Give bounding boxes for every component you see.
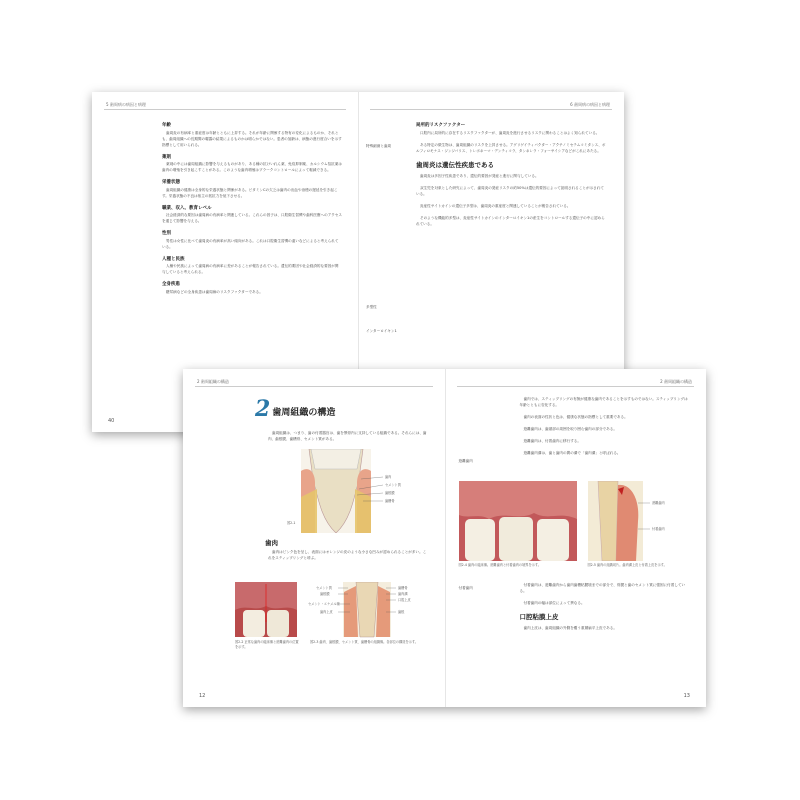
margin-note-attached-gingiva: 付着歯肉 xyxy=(458,586,473,590)
left-page-text-column xyxy=(162,122,342,301)
margin-note-polymorphism: 多型性 xyxy=(366,305,377,309)
fig3-label-gingival-epithelium: 歯肉上皮 xyxy=(320,610,333,614)
right-page-text-column xyxy=(416,122,606,233)
genetics-paragraph-2: 双生児を対象とした研究によって、歯周炎の発症リスクの約50%は遺伝的要因によって説明されることが示されている。 xyxy=(416,185,604,196)
fig1-label-gingiva: 歯肉 xyxy=(385,475,392,479)
tooth-crown-shape xyxy=(311,449,361,469)
section-title-gender: 性別 xyxy=(162,231,171,236)
running-header-right: 2 歯周組織の構造 xyxy=(660,379,692,384)
intro-paragraph xyxy=(268,430,428,448)
genetics-paragraph-4: そのような機能的多型は、炎症性サイトカインのインターロイキン1の産生をコントロールする遺伝子の中に認められている。 xyxy=(416,215,605,226)
section-heading-genetics: 歯周炎は遺伝性疾患である xyxy=(416,160,494,169)
section-heading-oral-epithelium: 口腔粘膜上皮 xyxy=(519,613,559,621)
genetics-paragraph-3: 炎症性サイトカインの遺伝子多型は、歯周炎の重症度と関連していることが報告されている。 xyxy=(420,203,571,208)
intro-text: 歯周組織は、つまり、歯の付着器官は、歯を顎骨内に支持している組織である。それらには、歯肉、歯根膜、歯槽骨、セメント質がある。 xyxy=(268,431,427,441)
figure-tooth-diagram xyxy=(301,449,416,533)
header-rule xyxy=(457,386,695,387)
tooth-3 xyxy=(537,519,569,561)
right-paragraph-8: 歯肉上皮は、歯周組織の外側を覆う重層扁平上皮である。 xyxy=(523,626,617,630)
section-title-age: 年齢 xyxy=(162,123,171,128)
section-nutrition xyxy=(162,179,342,199)
fig4-caption: 図2-4 歯肉の臨床像。遊離歯肉と付着歯肉の境界を示す。 xyxy=(458,563,541,567)
fig3-label-bone: 歯槽骨 xyxy=(398,586,408,590)
page-number-13: 13 xyxy=(683,693,690,699)
section-heading-gingiva: 歯肉 xyxy=(265,539,278,547)
fig3-label-root: 歯根 xyxy=(398,610,405,614)
fig3-label-pdl: 歯根膜 xyxy=(320,592,330,596)
fig1-label-bone: 歯槽骨 xyxy=(385,499,395,503)
right-paragraph-3: 遊離歯肉は、歯頸部の周囲を取り囲む歯肉の部分である。 xyxy=(523,427,617,431)
gingiva-paragraph xyxy=(268,549,428,567)
section-text-ethnicity: 人種や民族によって歯周病の有病率に差があることが報告されている。遺伝的要因や社会経済的な要因が関与していると考えられる。 xyxy=(162,264,339,274)
section-text-drugs: 薬剤の中には歯周組織に影響を与えるものがあり、ある種の抗けいれん薬、免疫抑制薬、カルシウム拮抗薬は歯肉の増殖を引き起こすことがある。このような歯肉増殖はプラークコントロールによって軽減できる。 xyxy=(162,162,342,172)
fig3-caption: 図2-3 歯肉、歯根膜、セメント質、歯槽骨の組織像。各部位の構造を示す。 xyxy=(310,640,418,644)
fig1-caption: 図2-1 xyxy=(287,521,296,525)
right-paragraph-4: 遊離歯肉は、付着歯肉に移行する。 xyxy=(523,439,581,443)
running-header-left: 5 歯周病の病因と病理 xyxy=(106,102,146,107)
right-text-column-bottom xyxy=(520,582,690,637)
tooth-1 xyxy=(465,519,495,561)
page-12 xyxy=(183,369,446,707)
fig3-label-oral-epithelium: 口腔上皮 xyxy=(398,598,411,602)
section-title-drugs: 薬剤 xyxy=(162,154,171,160)
gingiva-text: 歯肉はピンク色を呈し、表面にはオレンジの皮のような小さな凹みが認められることが多い。これをスティップリングと呼ぶ。 xyxy=(268,550,427,560)
page-number-40: 40 xyxy=(108,418,115,424)
section-socioeconomic xyxy=(162,205,342,225)
section-title-local-risk: 局所的リスクファクター xyxy=(416,123,466,128)
section-title-systemic: 全身疾患 xyxy=(162,282,180,287)
gingiva-section-left xyxy=(344,586,358,637)
figure-gingiva-section xyxy=(588,481,698,561)
section-title-socioeconomic: 職業、収入、教育レベル xyxy=(162,205,212,211)
running-header-right: 6 歯周病の病因と病理 xyxy=(570,102,610,107)
photo-gingiva-clinical xyxy=(235,582,297,637)
fig3-label-sulcus: 歯肉溝 xyxy=(398,592,408,596)
section-text-nutrition: 歯周組織の健康は全身的な栄養状態と関係がある。ビタミンCの欠乏は歯肉の出血や治癒の遅延を引き起こす。栄養状態の不良は宿主の抵抗力を低下させる。 xyxy=(162,187,338,198)
gingiva-tissue xyxy=(459,481,577,519)
margin-note-free-gingiva: 遊離歯肉 xyxy=(458,459,473,463)
chapter-heading xyxy=(255,396,336,422)
right-text-column-top xyxy=(520,396,690,462)
fig5-label-attached-gingiva: 付着歯肉 xyxy=(651,527,665,531)
tooth-incisor-right xyxy=(267,610,289,637)
right-paragraph-5: 遊離歯肉溝は、歯と歯肉の間の溝で「歯肉溝」と呼ばれる。 xyxy=(523,451,621,455)
page-13 xyxy=(445,369,707,707)
section-title-ethnicity: 人種と民族 xyxy=(162,256,185,262)
running-header-left: 2 歯周組織の構造 xyxy=(197,379,229,384)
tooth-incisor-left xyxy=(243,610,265,637)
photo-gingiva-clinical-2 xyxy=(459,481,577,561)
gingiva-section-right xyxy=(376,586,390,637)
margin-note-interleukin: インターロイキン1 xyxy=(366,329,397,333)
header-rule xyxy=(195,386,433,387)
fig1-label-pdl: 歯根膜 xyxy=(385,491,395,495)
fig5-label-free-gingiva: 遊離歯肉 xyxy=(651,501,665,505)
header-rule xyxy=(370,109,612,110)
section-title-nutrition: 栄養状態 xyxy=(162,180,180,185)
right-paragraph-6: 付着歯肉は、遊離歯肉から歯肉歯槽粘膜境までの部分で、骨膜と歯のセメント質に強固に付着している。 xyxy=(519,583,686,593)
fig3-label-cementum: セメント質 xyxy=(316,586,332,590)
section-text-systemic: 糖尿病などの全身疾患は歯周病のリスクファクターである。 xyxy=(166,289,263,294)
right-paragraph-1: 歯肉では、スティップリングの有無が健康な歯肉であることを示すものではない。スティップリングは年齢とともに変化する。 xyxy=(519,397,688,407)
fig2-caption: 図2-2 正常な歯肉の臨床像と遊離歯肉の位置を示す。 xyxy=(235,640,299,649)
section-systemic xyxy=(162,281,342,295)
root-dentin xyxy=(356,582,378,637)
genetics-paragraph-1: 歯周炎は多因子性疾患であり、遺伝的要因が発症と進行に関与している。 xyxy=(420,173,539,178)
section-text-age: 歯周炎の有病率と重症度は年齢とともに上昇する。それが年齢に関係する特有の変化によるものか、それとも、歯周組織への長期間の曝露の結果によるものかは明らかではない。患者の加齢は、病態の進行度合いを示す指標として用いられる。 xyxy=(162,130,342,147)
page-number-12: 12 xyxy=(199,693,206,699)
section-ethnicity xyxy=(162,256,342,276)
fig1-label-cementum: セメント質 xyxy=(385,483,401,487)
tooth-2 xyxy=(499,517,533,561)
right-paragraph-7: 付着歯肉の幅は部位によって異なる。 xyxy=(523,601,585,605)
right-paragraph-2: 歯肉の表面の性状と色は、健康な状態の指標として重要である。 xyxy=(523,415,628,419)
chapter-title: 歯周組織の構造 xyxy=(272,408,336,418)
section-text-bacteria: ある特定の微生物は、歯周組織のリスクを上昇させる。アグリゲイティバクター・アクチノミセテムコミタンス、ポルフィロモナス・ジンジバリス、トレポネーマ・デンティコラ、タンネレラ・フォーサイシアなどがこれにあたる。 xyxy=(416,142,606,153)
section-drugs xyxy=(162,154,342,174)
section-text-local-risk: 口腔内に局所的に存在するリスクファクターが、歯周炎を進行させるリスクに関わることはよく知られている。 xyxy=(420,130,600,135)
fig5-caption: 図2-5 歯肉の組織切片。歯肉溝上皮と付着上皮を示す。 xyxy=(587,563,667,567)
section-text-socioeconomic: 社会経済的な要因は歯周病の有病率と関連している。これらの因子は、口腔衛生習慣や歯科医療へのアクセスを通じて影響を与える。 xyxy=(162,213,342,223)
header-rule xyxy=(104,109,346,110)
margin-note-bacteria: 特殊細菌と歯周 xyxy=(366,144,392,148)
section-text-gender: 男性は女性に比べて歯周炎の有病率が高い傾向がある。これは口腔衛生習慣の違いなどによると考えられている。 xyxy=(162,238,339,249)
section-gender xyxy=(162,230,342,250)
section-age xyxy=(162,122,342,148)
front-book-spread xyxy=(183,369,706,707)
fig3-label-cej: セメント・エナメル境 xyxy=(308,602,340,606)
chapter-number: 2 xyxy=(255,396,271,422)
